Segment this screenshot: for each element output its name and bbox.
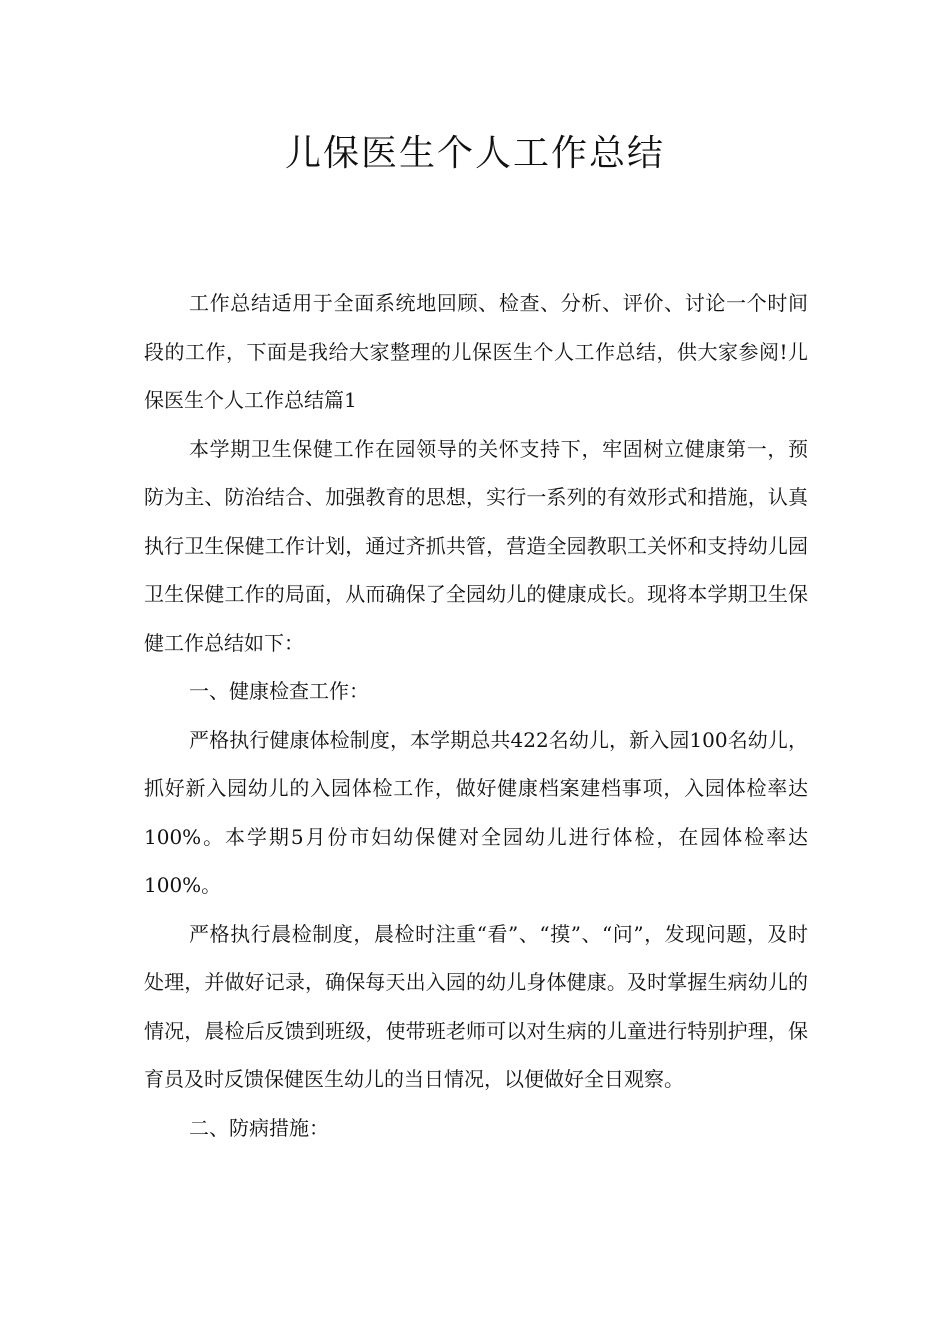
section-heading-prevention: 二、防病措施：: [189, 1115, 329, 1140]
health-check-paragraph: 严格执行健康体检制度，本学期总共422名幼儿，新入园100名幼儿，抓好新入园幼儿的入园体检工作，做好健康档案建档事项，入园体检率达100%。本学期5月份市妇幼保健对全园幼儿进行体检，在园体检率达100%。: [144, 727, 808, 897]
overview-paragraph: 本学期卫生保健工作在园领导的关怀支持下，牢固树立健康第一，预防为主、防治结合、加强教育的思想，实行一系列的有效形式和措施，认真执行卫生保健工作计划，通过齐抓共管，营造全园教职工关怀和支持幼儿园卫生保健工作的局面，从而确保了全园幼儿的健康成长。现将本学期卫生保健工作总结如下：: [144, 436, 808, 655]
section-heading-health-check: 一、健康检查工作：: [189, 679, 369, 703]
intro-paragraph: 工作总结适用于全面系统地回顾、检查、分析、评价、讨论一个时间段的工作，下面是我给大家整理的儿保医生个人工作总结，供大家参阅!儿保医生个人工作总结篇1: [144, 291, 808, 412]
document-body: [144, 279, 808, 1152]
morning-check-paragraph: 严格执行晨检制度，晨检时注重“看”、“摸”、“问”，发现问题，及时处理，并做好记录，确保每天出入园的幼儿身体健康。及时掌握生病幼儿的情况，晨检后反馈到班级，使带班老师可以对生病的儿童进行特别护理，保育员及时反馈保健医生幼儿的当日情况，以便做好全日观察。: [144, 921, 808, 1091]
document-title: 儿保医生个人工作总结: [284, 133, 665, 174]
